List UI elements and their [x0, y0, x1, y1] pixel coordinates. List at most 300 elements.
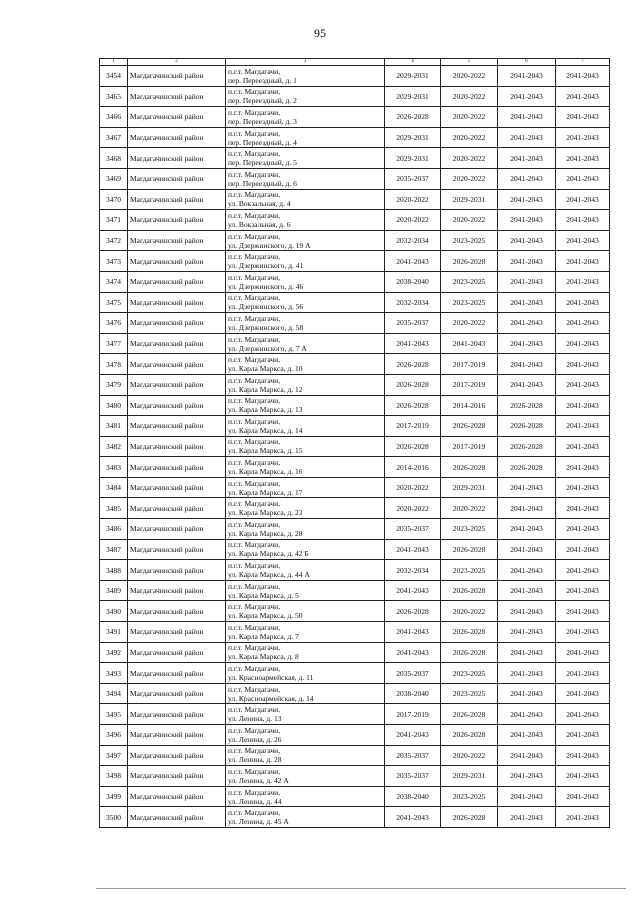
period-cell: 2041-2043	[441, 333, 498, 354]
period-cell: 2017-2019	[441, 374, 498, 395]
period-cell: 2029-2031	[441, 477, 498, 498]
period-cell: 2041-2043	[556, 642, 610, 663]
period-cell: 2026-2028	[441, 251, 498, 272]
district-cell: Магдагачинский район	[128, 271, 226, 292]
period-cell: 2041-2043	[498, 354, 556, 375]
table-row	[100, 622, 610, 643]
period-cell: 2023-2025	[441, 560, 498, 581]
period-cell: 2041-2043	[556, 786, 610, 807]
period-cell: 2017-2019	[385, 704, 441, 725]
period-cell: 2017-2019	[441, 436, 498, 457]
address-line: п.г.т. Магдагачи,	[228, 478, 281, 488]
address-line: пер. Переездный, д. 1	[228, 75, 297, 85]
period-cell: 2023-2025	[441, 230, 498, 251]
period-cell: 2026-2028	[498, 416, 556, 437]
address-cell	[226, 766, 385, 787]
period-cell: 2026-2028	[441, 580, 498, 601]
address-line: п.г.т. Магдагачи,	[228, 293, 281, 303]
district-cell: Магдагачинский район	[128, 251, 226, 272]
table-row	[100, 168, 610, 189]
row-number: 3496	[100, 725, 128, 746]
district-cell: Магдагачинский район	[128, 601, 226, 622]
period-cell: 2038-2040	[385, 683, 441, 704]
period-cell: 2041-2043	[556, 560, 610, 581]
period-cell: 2029-2031	[441, 766, 498, 787]
address-cell	[226, 230, 385, 251]
table-row	[100, 395, 610, 416]
period-cell: 2041-2043	[556, 725, 610, 746]
district-cell: Магдагачинский район	[128, 230, 226, 251]
district-cell: Магдагачинский район	[128, 498, 226, 519]
period-cell: 2041-2043	[556, 127, 610, 148]
district-cell: Магдагачинский район	[128, 580, 226, 601]
period-cell: 2020-2022	[441, 127, 498, 148]
address-line: ул. Карла Маркса, д. 44 А	[228, 570, 310, 580]
period-cell: 2041-2043	[556, 395, 610, 416]
period-cell: 2041-2043	[556, 498, 610, 519]
row-number: 3493	[100, 663, 128, 684]
row-number: 3488	[100, 560, 128, 581]
address-line: п.г.т. Магдагачи,	[228, 787, 281, 797]
period-cell: 2041-2043	[498, 539, 556, 560]
period-cell: 2026-2028	[441, 539, 498, 560]
row-number: 3471	[100, 210, 128, 231]
table-row	[100, 560, 610, 581]
address-line: п.г.т. Магдагачи,	[228, 190, 281, 200]
address-cell	[226, 683, 385, 704]
table-row	[100, 539, 610, 560]
period-cell: 2026-2028	[385, 436, 441, 457]
period-cell: 2041-2043	[556, 210, 610, 231]
period-cell: 2020-2022	[441, 66, 498, 87]
address-line: ул. Карла Маркса, д. 7	[228, 631, 299, 641]
table-row	[100, 107, 610, 128]
address-line: п.г.т. Магдагачи,	[228, 416, 281, 426]
address-line: ул. Ленина, д. 26	[228, 734, 282, 744]
period-cell: 2020-2022	[385, 210, 441, 231]
table-row	[100, 807, 610, 828]
row-number: 3476	[100, 313, 128, 334]
period-cell: 2023-2025	[441, 519, 498, 540]
address-cell	[226, 86, 385, 107]
period-cell: 2041-2043	[556, 539, 610, 560]
address-line: ул. Карла Маркса, д. 8	[228, 652, 299, 662]
period-cell: 2026-2028	[385, 395, 441, 416]
row-number: 3494	[100, 683, 128, 704]
address-cell	[226, 601, 385, 622]
row-number: 3472	[100, 230, 128, 251]
row-number: 3467	[100, 127, 128, 148]
address-line: ул. Дзержинского, д. 56	[228, 302, 304, 312]
period-cell: 2020-2022	[441, 313, 498, 334]
period-cell: 2014-2016	[441, 395, 498, 416]
period-cell: 2041-2043	[498, 519, 556, 540]
column-number: 7	[556, 59, 610, 66]
period-cell: 2026-2028	[385, 601, 441, 622]
column-number: 2	[128, 59, 226, 66]
row-number: 3474	[100, 271, 128, 292]
address-line: п.г.т. Магдагачи,	[228, 334, 281, 344]
period-cell: 2026-2028	[385, 107, 441, 128]
period-cell: 2041-2043	[556, 622, 610, 643]
address-line: п.г.т. Магдагачи,	[228, 272, 281, 282]
period-cell: 2035-2037	[385, 313, 441, 334]
address-line: ул. Дзержинского, д. 7 А	[228, 343, 307, 353]
table-row	[100, 601, 610, 622]
district-cell: Магдагачинский район	[128, 622, 226, 643]
address-line: п.г.т. Магдагачи,	[228, 396, 281, 406]
address-line: ул. Дзержинского, д. 46	[228, 281, 304, 291]
period-cell: 2041-2043	[556, 601, 610, 622]
period-cell: 2041-2043	[556, 519, 610, 540]
district-cell: Магдагачинский район	[128, 354, 226, 375]
address-line: ул. Дзержинского, д. 41	[228, 261, 304, 271]
period-cell: 2041-2043	[556, 251, 610, 272]
table-row	[100, 251, 610, 272]
address-cell	[226, 374, 385, 395]
row-number: 3454	[100, 66, 128, 87]
period-cell: 2032-2034	[385, 292, 441, 313]
table-row	[100, 189, 610, 210]
column-number: 3	[226, 59, 385, 66]
period-cell: 2038-2040	[385, 271, 441, 292]
address-line: п.г.т. Магдагачи,	[228, 231, 281, 241]
page-number: 95	[314, 26, 326, 40]
period-cell: 2026-2028	[441, 416, 498, 437]
period-cell: 2041-2043	[385, 622, 441, 643]
address-line: ул. Вокзальная, д. 6	[228, 219, 291, 229]
address-line: п.г.т. Магдагачи,	[228, 313, 281, 323]
address-cell	[226, 127, 385, 148]
period-cell: 2023-2025	[441, 786, 498, 807]
row-number: 3482	[100, 436, 128, 457]
period-cell: 2023-2025	[441, 683, 498, 704]
address-line: п.г.т. Магдагачи,	[228, 540, 281, 550]
address-line: п.г.т. Магдагачи,	[228, 684, 281, 694]
table-row	[100, 416, 610, 437]
address-line: п.г.т. Магдагачи,	[228, 499, 281, 509]
address-line: п.г.т. Магдагачи,	[228, 561, 281, 571]
scan-edge-line	[96, 888, 626, 889]
period-cell: 2041-2043	[556, 704, 610, 725]
period-cell: 2014-2016	[385, 457, 441, 478]
district-cell: Магдагачинский район	[128, 725, 226, 746]
row-number: 3498	[100, 766, 128, 787]
row-number: 3495	[100, 704, 128, 725]
table-row	[100, 354, 610, 375]
row-number: 3478	[100, 354, 128, 375]
row-number: 3497	[100, 745, 128, 766]
period-cell: 2017-2019	[441, 354, 498, 375]
period-cell: 2041-2043	[385, 725, 441, 746]
period-cell: 2041-2043	[556, 230, 610, 251]
address-cell	[226, 107, 385, 128]
address-line: п.г.т. Магдагачи,	[228, 375, 281, 385]
table-row	[100, 786, 610, 807]
period-cell: 2041-2043	[556, 66, 610, 87]
address-line: ул. Карла Маркса, д. 5	[228, 590, 299, 600]
address-line: п.г.т. Магдагачи,	[228, 725, 281, 735]
row-number: 3499	[100, 786, 128, 807]
period-cell: 2020-2022	[441, 86, 498, 107]
period-cell: 2041-2043	[556, 663, 610, 684]
row-number: 3485	[100, 498, 128, 519]
row-number: 3491	[100, 622, 128, 643]
period-cell: 2041-2043	[498, 580, 556, 601]
address-cell	[226, 580, 385, 601]
address-line: ул. Карла Маркса, д. 12	[228, 384, 303, 394]
address-cell	[226, 148, 385, 169]
address-line: п.г.т. Магдагачи,	[228, 252, 281, 262]
address-line: ул. Карла Маркса, д. 10	[228, 364, 303, 374]
period-cell: 2023-2025	[441, 271, 498, 292]
period-cell: 2041-2043	[556, 683, 610, 704]
table-row	[100, 127, 610, 148]
address-cell	[226, 395, 385, 416]
district-cell: Магдагачинский район	[128, 127, 226, 148]
period-cell: 2041-2043	[498, 786, 556, 807]
address-line: ул. Красноармейская, д. 14	[228, 693, 314, 703]
address-line: п.г.т. Магдагачи,	[228, 437, 281, 447]
district-cell: Магдагачинский район	[128, 395, 226, 416]
period-cell: 2041-2043	[556, 374, 610, 395]
address-line: ул. Дзержинского, д. 19 А	[228, 240, 311, 250]
district-cell: Магдагачинский район	[128, 189, 226, 210]
address-line: ул. Карла Маркса, д. 17	[228, 487, 303, 497]
address-cell	[226, 704, 385, 725]
period-cell: 2041-2043	[498, 622, 556, 643]
address-line: п.г.т. Магдагачи,	[228, 643, 281, 653]
address-line: ул. Карла Маркса, д. 15	[228, 446, 303, 456]
address-line: ул. Ленина, д. 13	[228, 714, 282, 724]
period-cell: 2041-2043	[556, 333, 610, 354]
period-cell: 2041-2043	[498, 498, 556, 519]
period-cell: 2026-2028	[385, 374, 441, 395]
period-cell: 2041-2043	[498, 86, 556, 107]
district-cell: Магдагачинский район	[128, 66, 226, 87]
table-row	[100, 374, 610, 395]
address-cell	[226, 354, 385, 375]
table-row	[100, 271, 610, 292]
row-number: 3470	[100, 189, 128, 210]
period-cell: 2041-2043	[498, 292, 556, 313]
period-cell: 2041-2043	[385, 539, 441, 560]
row-number: 3500	[100, 807, 128, 828]
period-cell: 2035-2037	[385, 745, 441, 766]
address-line: п.г.т. Магдагачи,	[228, 128, 281, 138]
period-cell: 2041-2043	[498, 313, 556, 334]
period-cell: 2041-2043	[498, 127, 556, 148]
district-cell: Магдагачинский район	[128, 148, 226, 169]
address-line: ул. Ленина, д. 42 А	[228, 775, 289, 785]
district-cell: Магдагачинский район	[128, 539, 226, 560]
address-line: п.г.т. Магдагачи,	[228, 210, 281, 220]
district-cell: Магдагачинский район	[128, 313, 226, 334]
period-cell: 2041-2043	[556, 457, 610, 478]
district-cell: Магдагачинский район	[128, 642, 226, 663]
address-line: ул. Карла Маркса, д. 14	[228, 425, 303, 435]
table-row	[100, 580, 610, 601]
district-cell: Магдагачинский район	[128, 519, 226, 540]
address-line: ул. Карла Маркса, д. 23	[228, 508, 303, 518]
row-number: 3479	[100, 374, 128, 395]
table-row	[100, 663, 610, 684]
district-cell: Магдагачинский район	[128, 663, 226, 684]
period-cell: 2035-2037	[385, 168, 441, 189]
period-cell: 2041-2043	[556, 807, 610, 828]
period-cell: 2026-2028	[441, 807, 498, 828]
district-cell: Магдагачинский район	[128, 168, 226, 189]
address-cell	[226, 560, 385, 581]
table-row	[100, 148, 610, 169]
district-cell: Магдагачинский район	[128, 807, 226, 828]
period-cell: 2041-2043	[556, 271, 610, 292]
district-cell: Магдагачинский район	[128, 766, 226, 787]
period-cell: 2038-2040	[385, 786, 441, 807]
district-cell: Магдагачинский район	[128, 745, 226, 766]
row-number: 3483	[100, 457, 128, 478]
address-cell	[226, 313, 385, 334]
address-cell	[226, 539, 385, 560]
period-cell: 2041-2043	[556, 436, 610, 457]
column-number: 5	[441, 59, 498, 66]
address-cell	[226, 745, 385, 766]
address-line: ул. Карла Маркса, д. 13	[228, 405, 303, 415]
address-cell	[226, 251, 385, 272]
address-cell	[226, 333, 385, 354]
period-cell: 2026-2028	[441, 642, 498, 663]
period-cell: 2035-2037	[385, 519, 441, 540]
period-cell: 2041-2043	[498, 766, 556, 787]
period-cell: 2041-2043	[498, 333, 556, 354]
address-cell	[226, 786, 385, 807]
address-line: ул. Вокзальная, д. 4	[228, 199, 291, 209]
period-cell: 2020-2022	[441, 745, 498, 766]
address-line: п.г.т. Магдагачи,	[228, 519, 281, 529]
period-cell: 2026-2028	[498, 436, 556, 457]
district-cell: Магдагачинский район	[128, 333, 226, 354]
period-cell: 2041-2043	[498, 745, 556, 766]
address-line: п.г.т. Магдагачи,	[228, 602, 281, 612]
period-cell: 2029-2031	[385, 148, 441, 169]
period-cell: 2026-2028	[498, 395, 556, 416]
column-number-row	[100, 59, 610, 66]
address-cell	[226, 498, 385, 519]
address-cell	[226, 477, 385, 498]
period-cell: 2020-2022	[441, 498, 498, 519]
address-line: п.г.т. Магдагачи,	[228, 66, 281, 76]
address-line: ул. Карла Маркса, д. 50	[228, 611, 303, 621]
district-cell: Магдагачинский район	[128, 86, 226, 107]
period-cell: 2032-2034	[385, 230, 441, 251]
period-cell: 2041-2043	[556, 477, 610, 498]
period-cell: 2041-2043	[498, 251, 556, 272]
period-cell: 2041-2043	[498, 560, 556, 581]
period-cell: 2020-2022	[441, 107, 498, 128]
period-cell: 2041-2043	[556, 86, 610, 107]
period-cell: 2020-2022	[441, 148, 498, 169]
address-cell	[226, 725, 385, 746]
table-row	[100, 457, 610, 478]
address-line: п.г.т. Магдагачи,	[228, 664, 281, 674]
period-cell: 2026-2028	[441, 622, 498, 643]
address-line: ул. Красноармейская, д. 11	[228, 673, 314, 683]
period-cell: 2020-2022	[385, 189, 441, 210]
address-line: ул. Дзержинского, д. 58	[228, 322, 304, 332]
period-cell: 2023-2025	[441, 663, 498, 684]
address-cell	[226, 663, 385, 684]
period-cell: 2029-2031	[441, 189, 498, 210]
address-line: п.г.т. Магдагачи,	[228, 746, 281, 756]
period-cell: 2041-2043	[498, 601, 556, 622]
address-line: п.г.т. Магдагачи,	[228, 169, 281, 179]
address-line: п.г.т. Магдагачи,	[228, 766, 281, 776]
table-row	[100, 210, 610, 231]
period-cell: 2026-2028	[385, 354, 441, 375]
period-cell: 2041-2043	[498, 704, 556, 725]
address-line: п.г.т. Магдагачи,	[228, 808, 281, 818]
table-row	[100, 66, 610, 87]
table-row	[100, 745, 610, 766]
address-line: п.г.т. Магдагачи,	[228, 581, 281, 591]
address-line: п.г.т. Магдагачи,	[228, 622, 281, 632]
period-cell: 2041-2043	[498, 168, 556, 189]
period-cell: 2041-2043	[498, 663, 556, 684]
period-cell: 2041-2043	[556, 354, 610, 375]
address-line: пер. Переездный, д. 6	[228, 178, 297, 188]
period-cell: 2041-2043	[498, 683, 556, 704]
district-cell: Магдагачинский район	[128, 210, 226, 231]
period-cell: 2041-2043	[498, 148, 556, 169]
period-cell: 2041-2043	[498, 642, 556, 663]
period-cell: 2020-2022	[441, 210, 498, 231]
address-line: п.г.т. Магдагачи,	[228, 149, 281, 159]
row-number: 3473	[100, 251, 128, 272]
address-cell	[226, 189, 385, 210]
period-cell: 2041-2043	[498, 189, 556, 210]
column-number: 6	[498, 59, 556, 66]
address-line: ул. Ленина, д. 28	[228, 755, 282, 765]
period-cell: 2020-2022	[385, 498, 441, 519]
row-number: 3465	[100, 86, 128, 107]
address-line: п.г.т. Магдагачи,	[228, 355, 281, 365]
period-cell: 2041-2043	[498, 374, 556, 395]
district-cell: Магдагачинский район	[128, 436, 226, 457]
district-cell: Магдагачинский район	[128, 416, 226, 437]
address-cell	[226, 168, 385, 189]
table-row	[100, 477, 610, 498]
address-line: п.г.т. Магдагачи,	[228, 107, 281, 117]
row-number: 3486	[100, 519, 128, 540]
period-cell: 2041-2043	[385, 642, 441, 663]
period-cell: 2041-2043	[556, 107, 610, 128]
period-cell: 2020-2022	[385, 477, 441, 498]
period-cell: 2041-2043	[498, 66, 556, 87]
address-cell	[226, 642, 385, 663]
address-line: ул. Ленина, д. 45 А	[228, 817, 289, 827]
address-line: ул. Карла Маркса, д. 28	[228, 528, 303, 538]
period-cell: 2023-2025	[441, 292, 498, 313]
address-cell	[226, 622, 385, 643]
address-line: пер. Переездный, д. 5	[228, 158, 297, 168]
period-cell: 2041-2043	[556, 745, 610, 766]
district-cell: Магдагачинский район	[128, 560, 226, 581]
row-number: 3468	[100, 148, 128, 169]
period-cell: 2026-2028	[498, 457, 556, 478]
housing-schedule-table	[99, 58, 610, 828]
period-cell: 2041-2043	[556, 313, 610, 334]
address-cell	[226, 519, 385, 540]
